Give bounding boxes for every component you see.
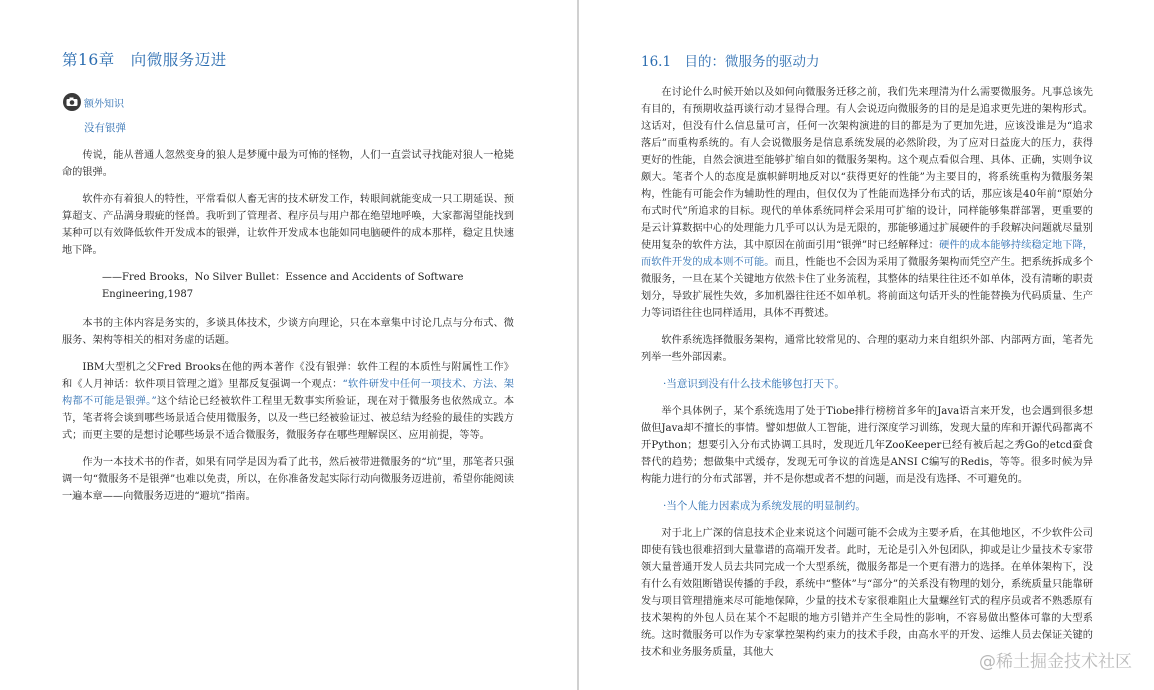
paragraph: 对于北上广深的信息技术企业来说这个问题可能不会成为主要矛盾，在其他地区，不少软件公司即使有钱也很难招到大量靠谱的高端开发者。此时，无论是引入外包团队，抑或是让少量技术专家带领大量普通开发人员去共同完成一个大型系统，微服务都是一个更有潜力的选择。在单体架构下，没有什么有效阻断错误传播的手段，系统中“整体”与“部分”的关系没有物理的划分，系统质量只能靠研发与项目管理措施来尽可能地保障，少量的技术专家很难阻止大量螺丝钉式的程序员或者不熟悉原有技术架构的外包人员在某个不起眼的地方引错并产生全局性的影响，不容易做出整体可靠的大型系统。这时微服务可以作为专家掌控架构约束力的技术手段，由高水平的开发、运维人员去保证关键的技术和业务服务质量，其他大 — [641, 528, 1093, 658]
extra-knowledge-label: 额外知识 — [84, 98, 124, 110]
paragraph — [641, 84, 1093, 322]
chapter-title: 第16章 向微服务迈进 — [62, 51, 227, 69]
paragraph: 本书的主体内容是务实的，多谈具体技术，少谈方向理论，只在本章集中讨论几点与分布式、微服务、架构等相关的相对务虚的话题。 — [62, 318, 514, 346]
subhead-no-silver-bullet: 没有银弹 — [84, 122, 126, 134]
right-page-content — [641, 50, 1093, 671]
text-span: 这个结论已经被软件工程里无数事实所验证，现在对于微服务也依然成立。本节，笔者将会谈到哪些场景适合使用微服务，以及一些已经被验证过、被总结为经验的最佳的实践方式；而更主要的是想讨论哪些场景不适合微服务，微服务存在哪些理解误区、应用前提，等等。 — [62, 396, 515, 441]
paragraph: 软件亦有着狼人的特性，平常看似人畜无害的技术研发工作，转眼间就能变成一只工期延误、预算超支、产品满身瑕疵的怪兽。我听到了管理者、程序员与用户都在绝望地呼唤，大家都渴望能找到某种可以有效降低软件开发成本的银弹，让软件开发成本也能如同电脑硬件的成本那样，稳定且快速地下降。 — [62, 194, 514, 256]
highlighted-text: 硬件的成本能够持续稳定地下降，而软件开发的成本则不可能。 — [641, 240, 1093, 268]
highlighted-quote: “软件研发中任何一项技术、方法、架构都不可能是银弹。” — [62, 379, 514, 407]
quote-attribution: ——Fred Brooks，No Silver Bullet：Essence and Accidents of Software Engineering,1987 — [102, 272, 464, 300]
paragraph: 作为一本技术书的作者，如果有同学是因为看了此书，然后被带进微服务的“坑”里，那笔者只强调一句“微服务不是银弹”也难以免责，所以，在你准备发起实际行动向微服务迈进前，希望你能阅读一遍本章——向微服务迈进的“避坑”指南。 — [62, 457, 514, 502]
section-title: 16.1 目的：微服务的驱动力 — [641, 54, 820, 70]
bullet-heading: ·当意识到没有什么技术能够包打天下。 — [663, 378, 845, 390]
paragraph — [62, 359, 514, 444]
camera-icon — [62, 92, 82, 112]
text-span: 而且，性能也不会因为采用了微服务架构而凭空产生。把系统拆成多个微服务，一旦在某个关键地方依然卡住了业务流程，其整体的结果往往还不如单体，没有清晰的职责划分，导致扩展性失效，多加机器往往还不如单机。将前面这句话开头的性能替换为代码质量、生产力等词语往往也同样适用，具体不再赘述。 — [641, 257, 1094, 319]
text-span: 在讨论什么时候开始以及如何向微服务迁移之前，我们先来理清为什么需要微服务。凡事总该先有目的，有预期收益再谈行动才显得合理。有人会说迈向微服务的目的是是追求更先进的架构形式。这话对，但没有什么信息量可言，任何一次架构演进的目的都是为了更加先进，应该没谁是为“追求落后”而重构系统的。有人会说微服务是信息系统发展的必然阶段，为了应对日益庞大的压力，获得更好的性能，自然会演进至能够扩缩自如的微服务架构。这个观点看似合理、具体、正确，实则争议颇大。笔者个人的态度是旗帜鲜明地反对以“获得更好的性能”为主要目的，将系统重构为微服务架构，性能有可能会作为辅助性的理由，但仅仅为了性能而选择分布式的话，那应该是40年前“原始分布式时代”所追求的目标。现代的单体系统同样会采用可扩缩的设计，同样能够集群部署，更重要的是云计算数据中心的处理能力几乎可以认为是无限的，那能够通过扩展硬件的手段解决问题就尽量别使用复杂的软件方法，其中原因在前面引用“银弹”时已经解释过： — [641, 87, 1093, 251]
text-span: IBM大型机之父Fred Brooks在他的两本著作《没有银弹：软件工程的本质性与附属性工作》和《人月神话：软件项目管理之道》里都反复强调一个观点： — [62, 362, 514, 390]
right-page — [579, 0, 1154, 690]
watermark — [979, 647, 1132, 672]
bullet-heading: ·当个人能力因素成为系统发展的明显制约。 — [663, 500, 866, 512]
paragraph: 软件系统选择微服务架构，通常比较常见的、合理的驱动力来自组织外部、内部两方面，笔者先列举一些外部因素。 — [641, 335, 1093, 363]
paragraph: 举个具体例子，某个系统选用了处于Tiobe排行榜榜首多年的Java语言来开发，也会遇到很多想做但Java却不擅长的事情。譬如想做人工智能，进行深度学习训练，发现大量的库和开源代码都离不开Python；想要引入分布式协调工具时，发现近几年ZooKeeper已经有被后起之秀Go的etcd蚕食替代的趋势；想做集中式缓存，发现无可争议的首选是ANSI C编写的Redis，等等。很多时候为异构能力进行的分布式部署，并不是你想或者不想的问题，而是没有选择、不可避免的。 — [641, 406, 1093, 485]
left-page-content — [62, 48, 514, 515]
extra-knowledge-header — [62, 92, 514, 112]
watermark-text: @稀土掘金技术社区 — [979, 652, 1132, 672]
paragraph: 传说，能从普通人忽然变身的狼人是梦魇中最为可怖的怪物，人们一直尝试寻找能对狼人一枪毙命的银弹。 — [62, 150, 514, 178]
